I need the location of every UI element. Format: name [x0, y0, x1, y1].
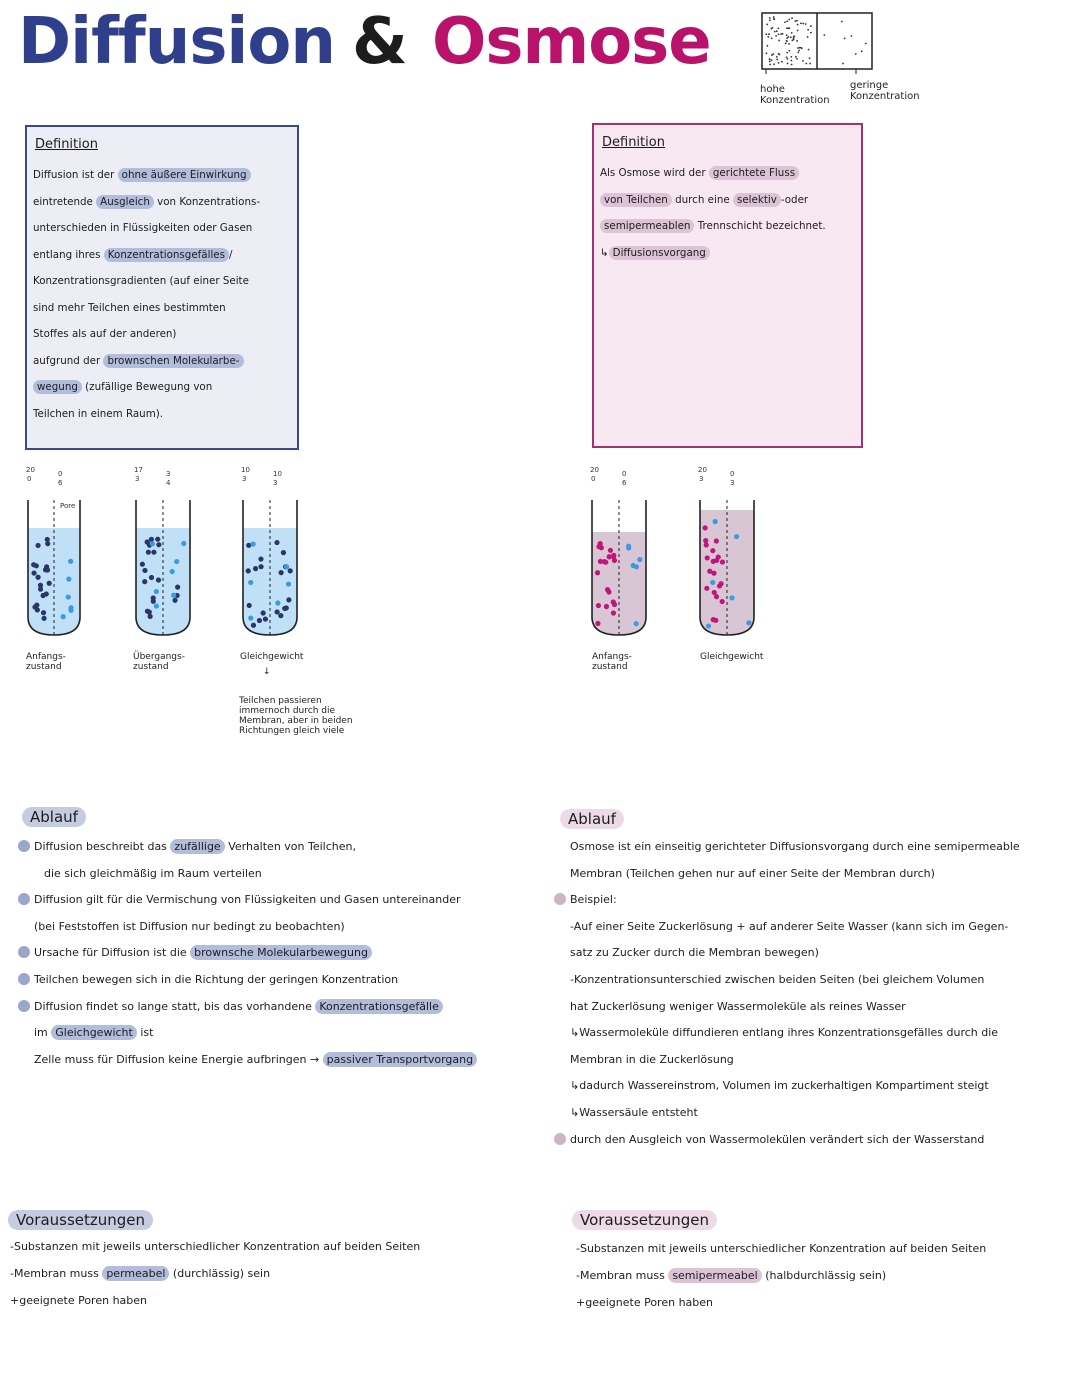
text-fragment: im: [34, 1026, 52, 1040]
test-tube: [243, 500, 297, 635]
tube-annotation: 10: [273, 470, 282, 478]
diffusion-definition-title: Definition: [35, 137, 98, 152]
tube-annotation: 3: [135, 475, 140, 483]
text-fragment: Trennschicht bezeichnet.: [694, 220, 826, 232]
text-fragment: -Membran muss: [10, 1267, 103, 1280]
highlighted-term: brownschen Molekularbe-: [103, 354, 243, 368]
text-fragment: Verhalten von Teilchen,: [224, 840, 356, 853]
tube-annotation: 6: [58, 479, 63, 487]
highlighted-term: semipermeabel: [668, 1268, 761, 1283]
highlighted-term: selektiv: [733, 193, 781, 207]
ablauf-line: [34, 1026, 153, 1039]
text-fragment: -oder: [780, 193, 809, 206]
title-ampersand: &: [352, 5, 407, 79]
ablauf-line: [570, 840, 1020, 853]
ablauf-line: [34, 920, 345, 933]
definition-line: [600, 213, 851, 240]
text-fragment: Teilchen bewegen sich in die Richtung der geringen Konzentration: [34, 973, 399, 986]
ablauf-line: [570, 973, 984, 986]
text-fragment: +geeignete Poren haben: [10, 1294, 148, 1307]
text-fragment: Membran in die Zuckerlösung: [570, 1052, 734, 1066]
osmose-voraus-heading: Voraussetzungen: [572, 1210, 717, 1230]
diffusion-ablauf-heading: Ablauf: [22, 807, 86, 827]
text-fragment: -Konzentrationsunterschied zwischen beiden Seiten (bei gleichem Volumen: [570, 973, 985, 986]
definition-line: [33, 401, 287, 428]
text-fragment: ↳Wassermoleküle diffundieren entlang ihres Konzentrationsgefälles durch die: [570, 1026, 999, 1040]
tube-illustrations: [0, 460, 1080, 660]
tube-annotation: 3: [730, 479, 735, 487]
text-fragment: sind mehr Teilchen eines bestimmten: [33, 301, 226, 314]
highlighted-term: passiver Transportvorgang: [323, 1052, 477, 1067]
text-fragment: -Substanzen mit jeweils unterschiedlicher Konzentration auf beiden Seiten: [576, 1242, 987, 1255]
tube-annotation: Gleichgewicht: [700, 652, 764, 662]
bullet-dot: [18, 1000, 30, 1012]
text-fragment: -Membran muss: [576, 1269, 669, 1282]
highlighted-term: permeabel: [102, 1266, 169, 1281]
definition-line: [33, 215, 287, 242]
text-fragment: ↳Wassersäule entsteht: [570, 1106, 698, 1119]
ablauf-line: [34, 1000, 443, 1013]
highlighted-term: Konzentrationsgefälles: [104, 248, 229, 262]
text-fragment: +geeignete Poren haben: [576, 1296, 714, 1309]
text-fragment: Diffusion ist der: [33, 169, 118, 181]
highlighted-term: ohne äußere Einwirkung: [118, 168, 251, 182]
tube-annotation: 10: [241, 466, 250, 474]
text-fragment: Konzentrationsgradienten (auf einer Seite: [33, 275, 249, 287]
osmose-ablauf-heading: Ablauf: [560, 809, 624, 829]
definition-line: [33, 321, 287, 348]
text-fragment: durch eine: [671, 193, 733, 206]
bullet-dot: [18, 946, 30, 958]
test-tube: [700, 500, 754, 635]
text-fragment: die sich gleichmäßig im Raum verteilen: [44, 866, 262, 880]
tube-annotation: Anfangs-zustand: [26, 652, 66, 672]
text-fragment: Membran (Teilchen gehen nur auf einer Seite der Membran durch): [570, 866, 935, 880]
tube-annotation: Anfangs-zustand: [592, 652, 632, 672]
text-fragment: (durchlässig) sein: [169, 1267, 271, 1280]
text-fragment: entlang ihres: [33, 248, 104, 261]
definition-line: [33, 374, 287, 401]
text-fragment: von Konzentrations-: [153, 195, 261, 208]
voraus-line: [576, 1269, 886, 1282]
tube-annotation: 4: [166, 479, 171, 487]
text-fragment: eintretende: [33, 195, 97, 208]
bullet-dot: [18, 973, 30, 985]
voraus-line: [10, 1267, 270, 1280]
ablauf-line: [44, 867, 262, 880]
concentration-diagram: [760, 12, 875, 74]
osmose-definition-title: Definition: [602, 135, 665, 150]
voraus-line: [576, 1242, 986, 1255]
text-fragment: Teilchen in einem Raum).: [33, 407, 164, 420]
text-fragment: ↳: [600, 246, 609, 259]
text-fragment: ↳dadurch Wassereinstrom, Volumen im zuckerhaltigen Kompartiment steigt: [570, 1079, 989, 1093]
tube-annotation: 20: [590, 466, 599, 474]
highlighted-term: wegung: [33, 380, 82, 394]
highlighted-term: zufällige: [170, 839, 224, 854]
bullet-dot: [18, 840, 30, 852]
tube-annotation: Übergangs-zustand: [133, 652, 185, 672]
text-fragment: Diffusion beschreibt das: [34, 840, 171, 853]
highlighted-term: Ausgleich: [96, 195, 154, 209]
diffusion-definition-box: [25, 125, 299, 450]
ablauf-line: [570, 946, 819, 959]
text-fragment: -Substanzen mit jeweils unterschiedlicher Konzentration auf beiden Seiten: [10, 1240, 421, 1253]
definition-line: [600, 187, 851, 214]
ablauf-line: [34, 1053, 477, 1066]
ablauf-line: [34, 840, 356, 853]
tube-annotation: Teilchen passieren immernoch durch die Membran, aber in beiden Richtungen gleich viele: [239, 696, 353, 736]
definition-line: [600, 160, 851, 187]
text-fragment: -Auf einer Seite Zuckerlösung + auf anderer Seite Wasser (kann sich im Gegen-: [570, 919, 1009, 933]
text-fragment: Osmose ist ein einseitig gerichteter Diffusionsvorgang durch eine semipermeable: [570, 840, 1020, 853]
text-fragment: Diffusion findet so lange statt, bis das vorhandene: [34, 999, 316, 1013]
definition-line: [33, 162, 287, 189]
ablauf-line: [570, 1053, 734, 1066]
tube-annotation: 0: [622, 470, 627, 478]
highlighted-term: Konzentrationsgefälle: [315, 999, 443, 1014]
tube-annotation: ↓: [263, 667, 271, 677]
bullet-dot: [18, 893, 30, 905]
tube-annotation: 3: [242, 475, 247, 483]
highlighted-term: brownsche Molekularbewegung: [190, 945, 372, 960]
ablauf-line: [570, 1000, 906, 1013]
bullet-dot: [554, 893, 566, 905]
ablauf-line: [570, 1106, 698, 1119]
highlighted-term: von Teilchen: [600, 193, 672, 207]
ablauf-line: [570, 1026, 998, 1039]
tube-annotation: 20: [26, 466, 35, 474]
tube-annotation: 6: [622, 479, 627, 487]
text-fragment: durch den Ausgleich von Wassermolekülen verändert sich der Wasserstand: [570, 1132, 985, 1146]
tube-annotation: 0: [591, 475, 596, 483]
definition-line: [33, 295, 287, 322]
voraus-line: [576, 1296, 713, 1309]
diffusion-definition-text: [33, 162, 287, 427]
title-osmose: Osmose: [432, 5, 711, 79]
tube-annotation: 3: [273, 479, 278, 487]
ablauf-line: [570, 893, 617, 906]
text-fragment: satz zu Zucker durch die Membran bewegen): [570, 946, 819, 960]
highlighted-term: semipermeablen: [600, 219, 694, 233]
tube-annotation: Pore: [60, 502, 76, 510]
tube-annotation: 0: [58, 470, 63, 478]
ablauf-line: [570, 1079, 989, 1092]
voraus-line: [10, 1240, 420, 1253]
highlighted-term: gerichtete Fluss: [709, 166, 799, 180]
definition-line: [33, 348, 287, 375]
highlighted-term: Diffusionsvorgang: [609, 246, 710, 260]
osmose-definition-box: [592, 123, 863, 448]
text-fragment: unterschieden in Flüssigkeiten oder Gasen: [33, 222, 253, 234]
text-fragment: Diffusion gilt für die Vermischung von Flüssigkeiten und Gasen untereinander: [34, 893, 461, 907]
text-fragment: Ursache für Diffusion ist die: [34, 946, 191, 960]
conc-label-low: geringe Konzentration: [850, 80, 920, 102]
bullet-dot: [554, 1133, 566, 1145]
definition-line: [33, 189, 287, 216]
ablauf-line: [34, 946, 372, 959]
osmose-definition-text: [600, 160, 851, 266]
test-tube: [28, 500, 80, 635]
tube-annotation: 0: [730, 470, 735, 478]
definition-line: [600, 240, 851, 267]
highlighted-term: Gleichgewicht: [51, 1025, 137, 1040]
conc-label-high: hohe Konzentration: [760, 84, 830, 106]
test-tube: [136, 500, 190, 635]
tube-annotation: 0: [27, 475, 32, 483]
definition-line: [33, 242, 287, 269]
text-fragment: Zelle muss für Diffusion keine Energie aufbringen →: [34, 1052, 323, 1066]
tube-annotation: 3: [166, 470, 171, 478]
text-fragment: Stoffes als auf der anderen): [33, 328, 177, 340]
ablauf-line: [570, 1133, 984, 1146]
tube-annotation: 20: [698, 466, 707, 474]
voraus-line: [10, 1294, 147, 1307]
ablauf-line: [570, 867, 935, 880]
ablauf-line: [34, 893, 461, 906]
ablauf-line: [570, 920, 1008, 933]
title-diffusion: Diffusion: [18, 5, 335, 79]
text-fragment: /: [229, 248, 233, 261]
tube-annotation: 3: [699, 475, 704, 483]
text-fragment: (halbdurchlässig sein): [761, 1269, 887, 1282]
text-fragment: hat Zuckerlösung weniger Wassermoleküle als reines Wasser: [570, 999, 906, 1013]
tube-annotation: 17: [134, 466, 143, 474]
text-fragment: Beispiel:: [570, 893, 617, 907]
text-fragment: (bei Feststoffen ist Diffusion nur bedingt zu beobachten): [34, 919, 345, 933]
test-tube: [592, 500, 646, 635]
text-fragment: Als Osmose wird der: [600, 167, 709, 179]
ablauf-line: [34, 973, 398, 986]
definition-line: [33, 268, 287, 295]
text-fragment: aufgrund der: [33, 354, 104, 367]
text-fragment: (zufällige Bewegung von: [81, 381, 213, 393]
text-fragment: ist: [136, 1026, 154, 1040]
diffusion-voraus-heading: Voraussetzungen: [8, 1210, 153, 1230]
tube-annotation: Gleichgewicht: [240, 652, 304, 662]
